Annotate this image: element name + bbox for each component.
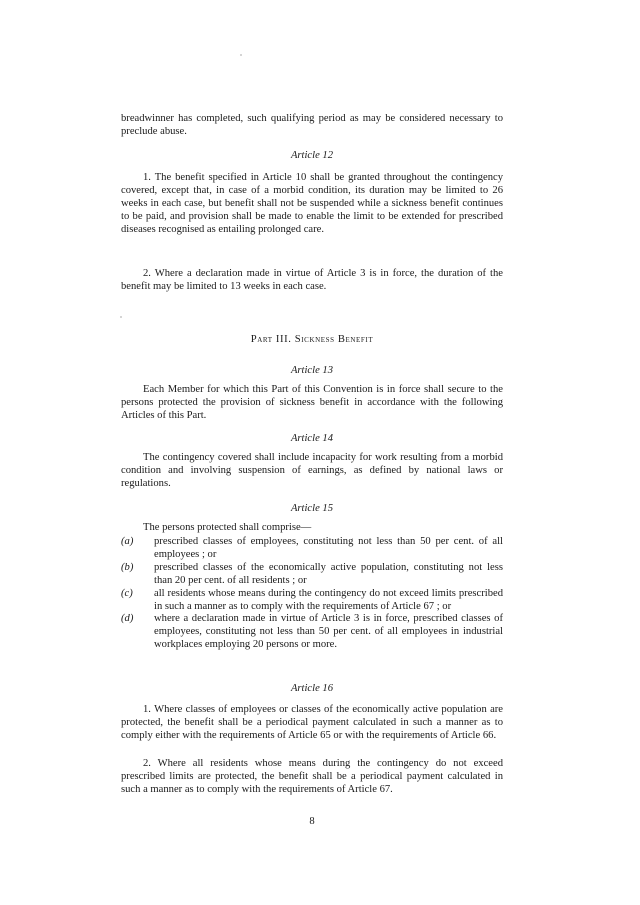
list-item: (d) where a declaration made in virtue of Article 3 is in force, prescribed classes of employees, constituting not less than 50 per cent. of all employees in industrial workplaces employing 20 persons or more. (121, 613, 503, 651)
list-item: (b) prescribed classes of the economically active population, constituting not less than 20 per cent. of all residents ; or (121, 561, 503, 586)
article-16-para-1: 1. Where classes of employees or classes of the economically active population are protected, the benefit shall be a periodical payment calculated in such a manner as to comply either with the requirements of Article 65 or with the requirements of Article 66. (121, 704, 503, 741)
article-15-list (121, 536, 503, 652)
page-number: 8 (309, 816, 315, 827)
article-12-heading: Article 12 (290, 150, 334, 161)
article-16-para-2: 2. Where all residents whose means during the contingency do not exceed prescribed limits are protected, the benefit shall be a periodical payment calculated in such a manner as to comply with the requirements of Article 67. (121, 758, 503, 795)
list-item: (c) all residents whose means during the contingency do not exceed limits prescribed in such a manner as to comply with the requirements of Article 67 ; or (121, 587, 503, 612)
article-15-intro: The persons protected shall comprise— (143, 522, 312, 533)
article-12-para-2: 2. Where a declaration made in virtue of Article 3 is in force, the duration of the benefit may be limited to 13 weeks in each case. (121, 268, 503, 292)
article-12-para-1: 1. The benefit specified in Article 10 shall be granted throughout the contingency covered, except that, in case of a morbid condition, its duration may be limited to 26 weeks in each case, but benefit shall not be suspended while a sickness benefit continues to be paid, and provision shall be made to enable the limit to be extended for prescribed diseases recognised as entailing prolonged care. (121, 172, 503, 235)
article-13-heading: Article 13 (290, 365, 334, 376)
part-title: Part III. Sickness Benefit (250, 334, 374, 345)
article-14-heading: Article 14 (290, 433, 334, 444)
article-15-heading: Article 15 (290, 503, 334, 514)
article-13-text: Each Member for which this Part of this Convention is in force shall secure to the persons protected the provision of sickness benefit in accordance with the following Articles of this Part. (121, 384, 503, 421)
scan-speck (240, 54, 242, 56)
continuation-paragraph: breadwinner has completed, such qualifying period as may be considered necessary to preclude abuse. (121, 113, 503, 137)
article-14-text: The contingency covered shall include incapacity for work resulting from a morbid condition and involving suspension of earnings, as defined by national laws or regulations. (121, 452, 503, 489)
scan-speck (120, 316, 122, 318)
article-16-heading: Article 16 (290, 683, 334, 694)
list-item: (a) prescribed classes of employees, constituting not less than 50 per cent. of all employees ; or (121, 536, 503, 560)
